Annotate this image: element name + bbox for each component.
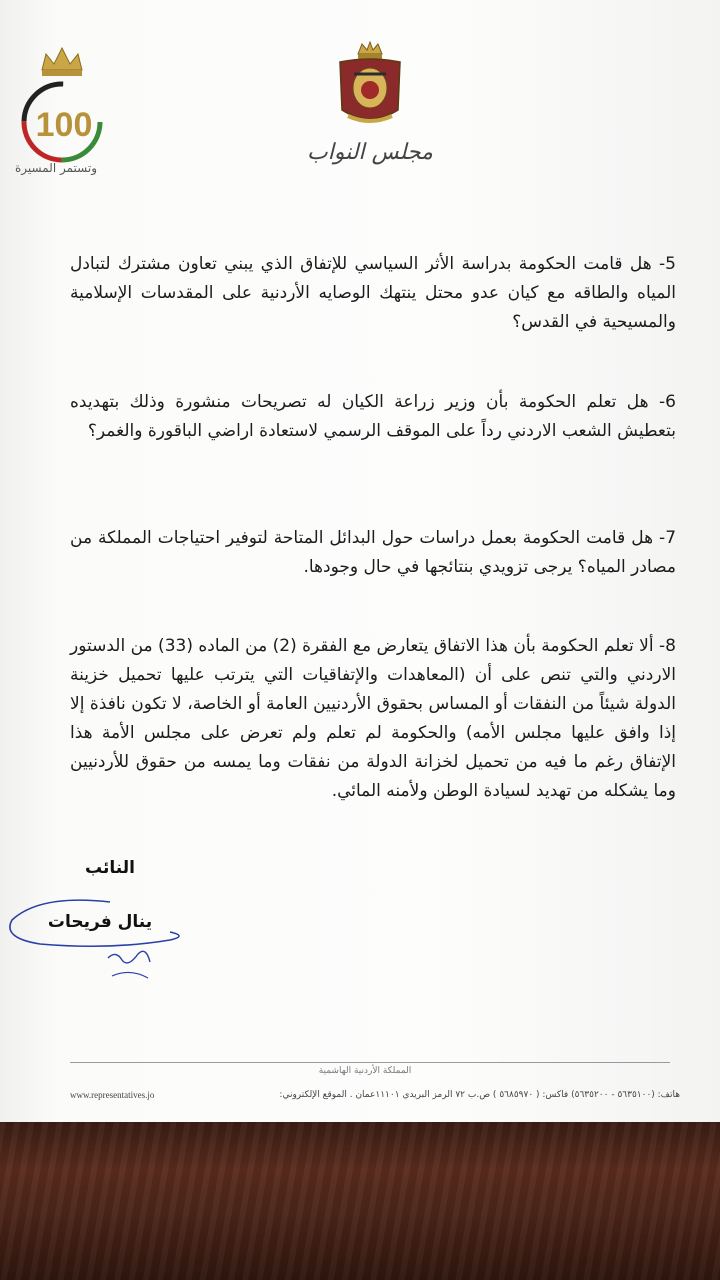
question-number: 6- xyxy=(659,392,676,412)
question-text: هل قامت الحكومة بعمل دراسات حول البدائل المتاحة لتوفير احتياجات المملكة من مصادر المياه؟ يرجى تزويدي بنتائجها في حال وجودها. xyxy=(70,528,676,577)
footer-website: www.representatives.jo xyxy=(70,1090,155,1100)
question-text: هل قامت الحكومة بدراسة الأثر السياسي للإتفاق الذي يبني تعاون مشترك لتبادل المياه والطاقه مع كيان عدو محتل ينتهك الوصايه الأردنية على المقدسات الإسلامية والمسيحية في القدس؟ xyxy=(70,254,676,332)
question-number: 7- xyxy=(659,528,677,548)
signatory-name: ينال فريحات xyxy=(47,912,153,932)
question-number: 5- xyxy=(659,254,676,274)
question-6 xyxy=(70,388,676,446)
handwritten-signature-icon xyxy=(0,880,190,990)
centennial-number: 100 xyxy=(35,106,93,144)
royal-emblem-icon xyxy=(334,40,406,130)
question-text: هل تعلم الحكومة بأن وزير زراعة الكيان له تصريحات منشورة وذلك بتهديده بتعطيش الشعب الاردني رداً على الموقف الرسمي لاستعادة اراضي الباقورة والغمر؟ xyxy=(70,392,676,441)
question-8 xyxy=(70,632,676,806)
footer-brand: المملكة الأردنية الهاشمية xyxy=(318,1066,412,1076)
footer-contact-info: هاتف: (٥٦٣٥١٠٠ - ٥٦٣٥٢٠٠) فاكس: ( ٥٦٨٥٩٧٠ ) ص.ب ٧٢ الرمز البريدي ١١١٠١عمان . الموقع الإلكتروني: xyxy=(279,1090,680,1100)
question-text: ألا تعلم الحكومة بأن هذا الاتفاق يتعارض مع الفقرة (2) من الماده (33) من الدستور الاردني والتي تنص على أن (المعاهدات والإتفاقيات التي يترتب عليها تحميل خزينة الدولة شيئاً من النفقات أو المساس بحقوق الأردنيين العامة أو الخاصة، لا تكون نافذة إلا إذا وافق عليها مجلس الأمه) والحكومة لم تعلم ولم تعرض على مجلس الأمة هذا الإتفاق رغم ما فيه من تحميل لخزانة الدولة من نفقات وما يمسه من حقوق للأردنيين وما يشكله من تهديد لسيادة الوطن ولأمنه المائي. xyxy=(70,636,676,801)
footer-divider xyxy=(70,1062,670,1063)
question-5 xyxy=(70,250,676,337)
council-name: مجلس النواب xyxy=(307,140,433,165)
question-number: 8- xyxy=(659,636,676,656)
crown-icon xyxy=(42,48,82,76)
centennial-slogan: وتستمر المسيرة xyxy=(15,161,97,175)
signatory-title: النائب xyxy=(85,858,135,878)
centennial-logo-icon xyxy=(12,40,112,180)
question-7 xyxy=(70,524,676,582)
wooden-table-background xyxy=(0,1122,720,1280)
